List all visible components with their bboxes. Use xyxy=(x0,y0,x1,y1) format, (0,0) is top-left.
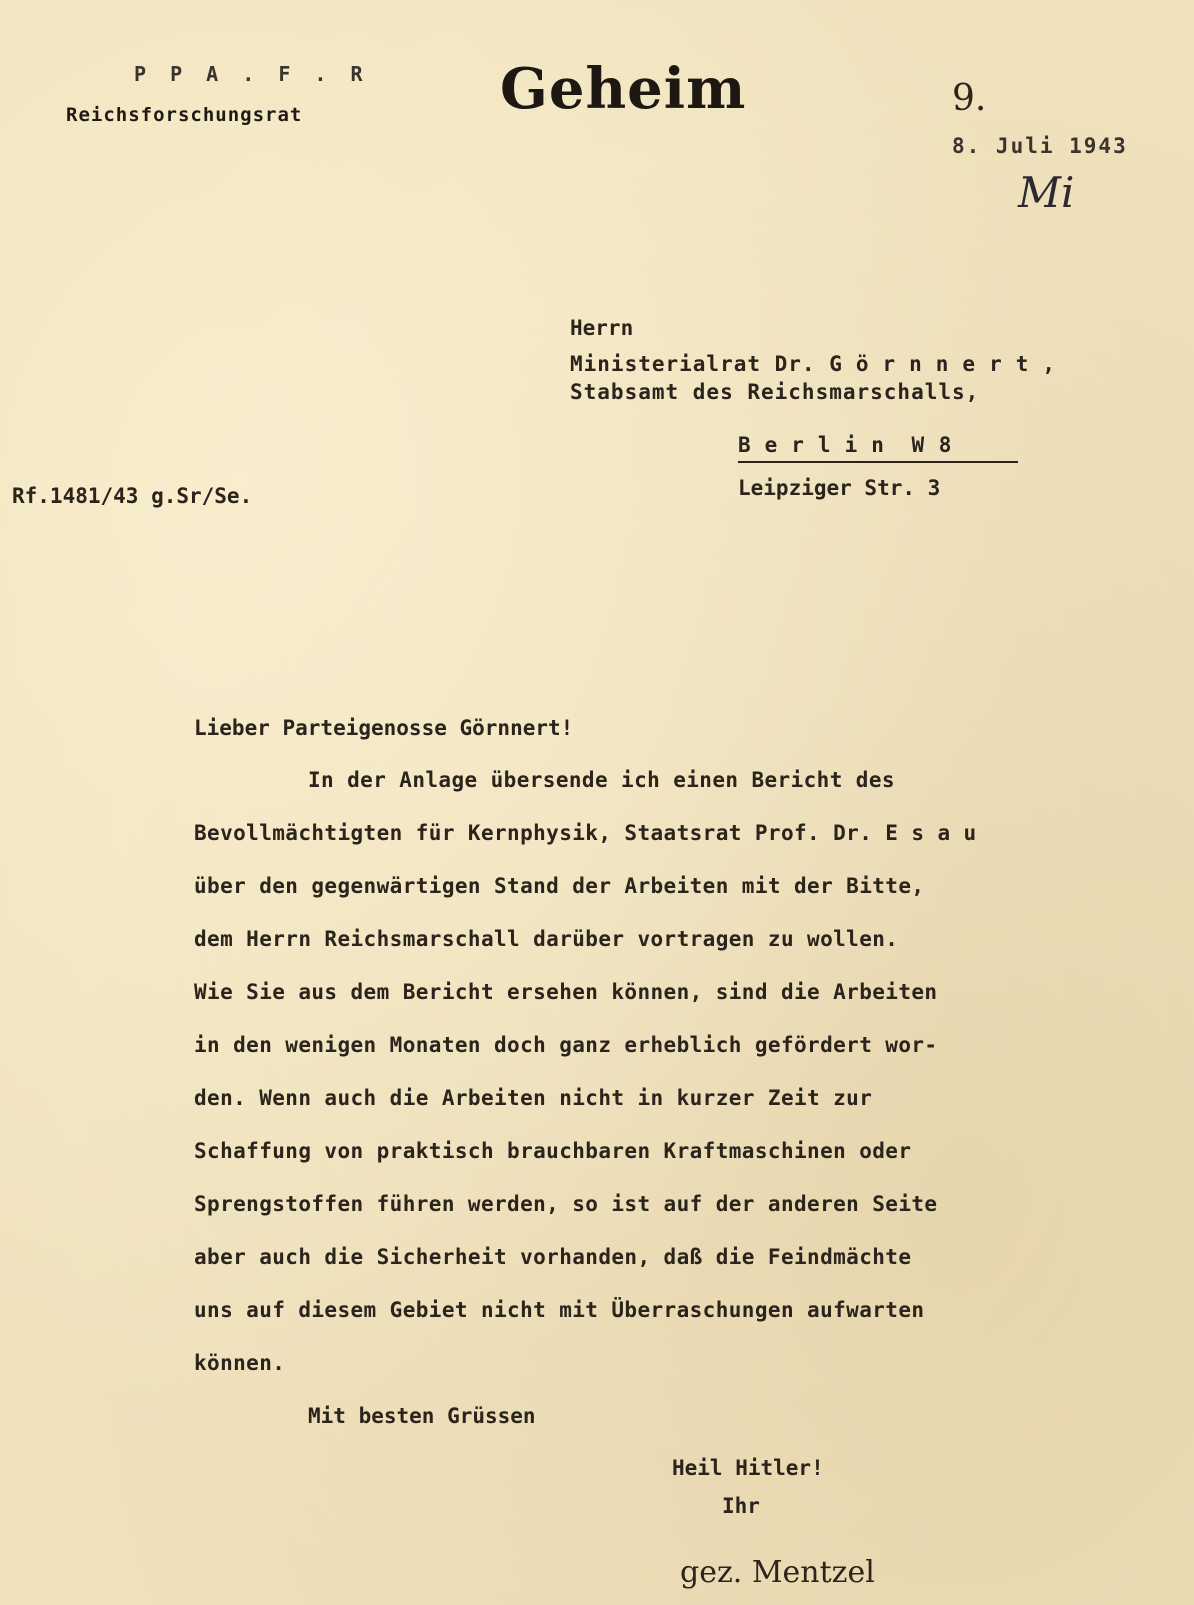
body-line: dem Herrn Reichsmarschall darüber vortragen zu wollen. xyxy=(194,927,899,951)
recipient-city-district: W 8 xyxy=(897,433,953,457)
body-line: aber auch die Sicherheit vorhanden, daß die Feindmächte xyxy=(194,1245,912,1269)
recipient-name xyxy=(570,352,1056,376)
recipient-city-name: Berlin xyxy=(738,433,898,457)
page-number: 9. xyxy=(952,78,987,119)
recipient-street: Leipziger Str. 3 xyxy=(738,476,941,500)
body-line: Schaffung von praktisch brauchbaren Kraftmaschinen oder xyxy=(194,1139,912,1163)
recipient-city xyxy=(738,433,952,457)
letter-body xyxy=(194,754,1174,1390)
letter-salutation: Lieber Parteigenosse Görnnert! xyxy=(194,716,574,740)
recipient-name-spaced: Görnnert xyxy=(829,352,1043,376)
body-line: Wie Sie aus dem Bericht ersehen können, sind die Arbeiten xyxy=(194,980,938,1004)
closing-salute: Heil Hitler! xyxy=(672,1456,824,1480)
closing-greeting: Mit besten Grüssen xyxy=(308,1404,536,1428)
letter-date: 8. Juli 1943 xyxy=(952,134,1128,158)
recipient-salutation: Herrn xyxy=(570,316,634,340)
body-line: in den wenigen Monaten doch ganz erheblich gefördert wor- xyxy=(194,1033,938,1057)
recipient-office: Stabsamt des Reichsmarschalls, xyxy=(570,380,980,404)
letterhead-sender-code: P P A . F . R xyxy=(134,62,369,86)
body-line: uns auf diesem Gebiet nicht mit Überraschungen aufwarten xyxy=(194,1298,925,1322)
recipient-name-suffix: , xyxy=(1042,352,1057,376)
classification-stamp: Geheim xyxy=(500,56,747,122)
recipient-name-prefix: Ministerialrat Dr. xyxy=(570,352,830,376)
handwritten-initials: Mi xyxy=(1018,168,1075,217)
body-line: Sprengstoffen führen werden, so ist auf der anderen Seite xyxy=(194,1192,938,1216)
body-line: über den gegenwärtigen Stand der Arbeiten mit der Bitte, xyxy=(194,874,925,898)
body-line: den. Wenn auch die Arbeiten nicht in kurzer Zeit zur xyxy=(194,1086,873,1110)
body-line: Bevollmächtigten für Kernphysik, Staatsrat Prof. Dr. E s a u xyxy=(194,821,977,845)
letterhead-sender-stamp: Reichsforschungsrat xyxy=(66,104,303,126)
closing-yours: Ihr xyxy=(722,1494,760,1518)
recipient-city-underline xyxy=(738,461,1018,463)
signature: gez. Mentzel xyxy=(680,1555,875,1590)
body-line: können. xyxy=(194,1351,286,1375)
body-line: In der Anlage übersende ich einen Bericht des xyxy=(308,768,895,792)
reference-number: Rf.1481/43 g.Sr/Se. xyxy=(12,484,253,508)
